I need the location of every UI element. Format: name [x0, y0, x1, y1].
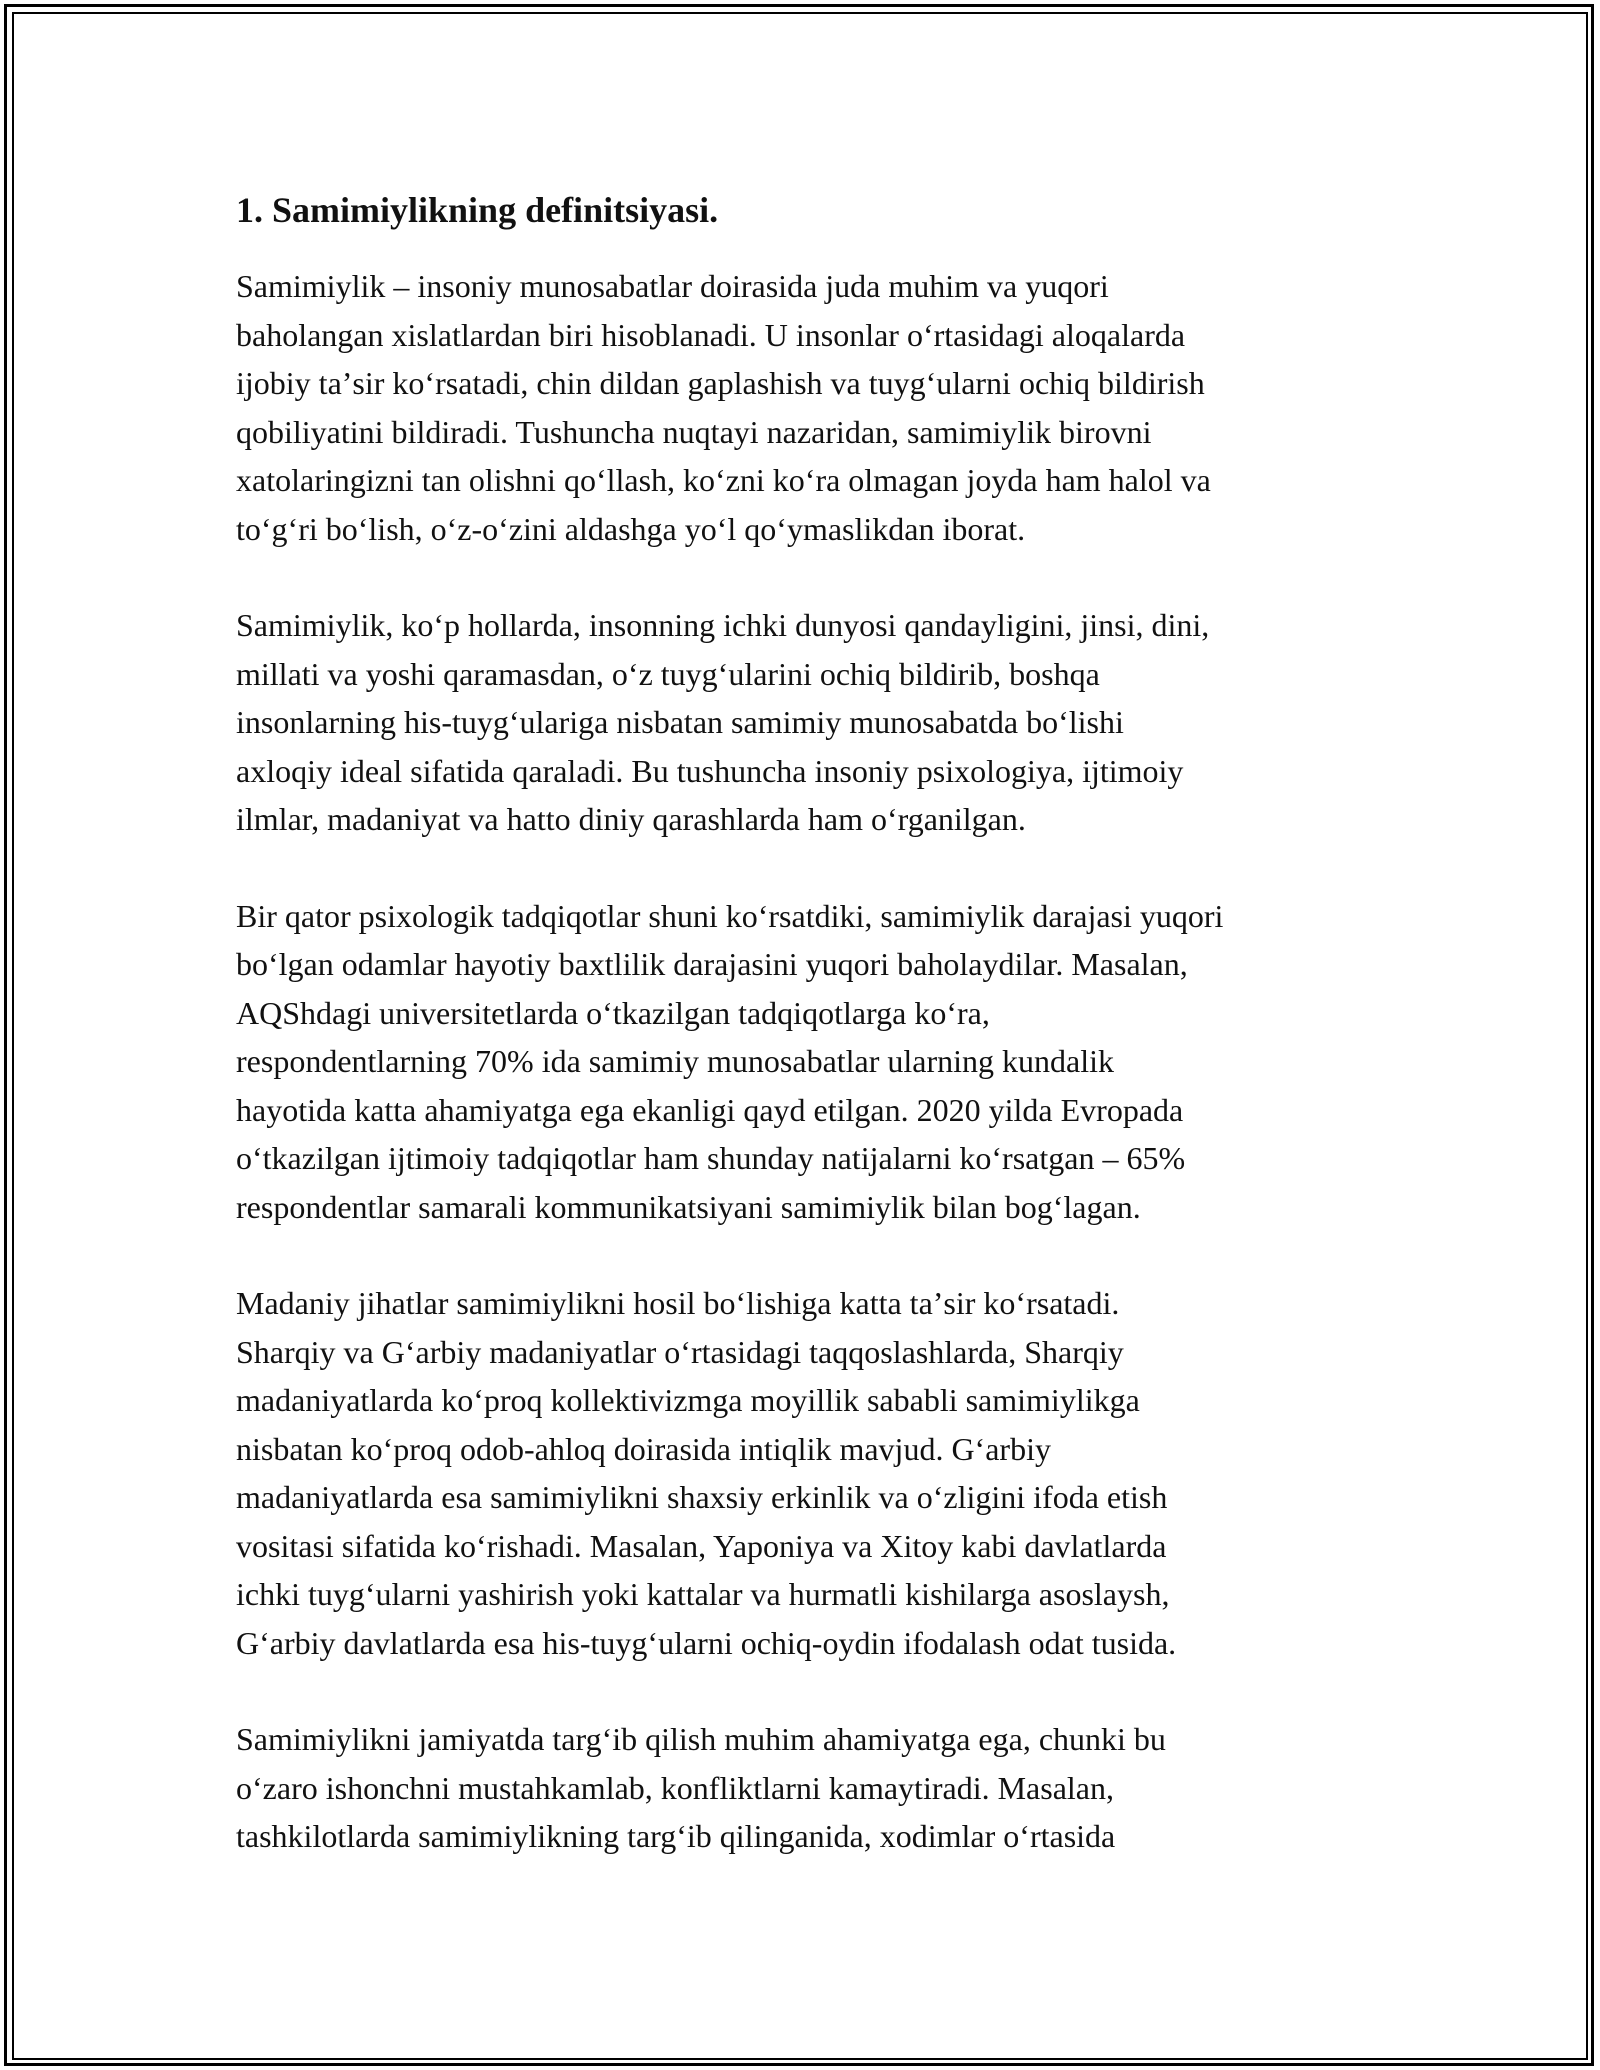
- paragraph-1: Samimiylik – insoniy munosabatlar doirasida juda muhim va yuqori baholangan xislatlardan biri hisoblanadi. U insonlar oʻrtasidagi aloqalarda ijobiy taʼsir koʻrsatadi, chin dildan gaplashish va tuygʻularni ochiq bildirish qobiliyatini bildiradi. Tushuncha nuqtayi nazaridan, samimiylik birovni xatolaringizni tan olishni qoʻllash, koʻzni koʻra olmagan joyda ham halol va toʻgʻri boʻlish, oʻz-oʻzini aldashga yoʻl qoʻymaslikdan iborat.: [236, 268, 1211, 547]
- document-body: [236, 186, 1386, 1909]
- paragraph-5: Samimiylikni jamiyatda targʻib qilish muhim ahamiyatga ega, chunki bu oʻzaro ishonchni mustahkamlab, konfliktlarni kamaytiradi. Masalan, tashkilotlarda samimiylikning targʻib qilinganida, xodimlar oʻrtasida: [236, 1721, 1166, 1854]
- paragraph-2: Samimiylik, koʻp hollarda, insonning ichki dunyosi qandayligini, jinsi, dini, millati va yoshi qaramasdan, oʻz tuygʻularini ochiq bildirib, boshqa insonlarning his-tuygʻulariga nisbatan samimiy munosabatda boʻlishi axloqiy ideal sifatida qaraladi. Bu tushuncha insoniy psixologiya, ijtimoiy ilmlar, madaniyat va hatto diniy qarashlarda ham oʻrganilgan.: [236, 607, 1210, 837]
- paragraph-3: Bir qator psixologik tadqiqotlar shuni koʻrsatdiki, samimiylik darajasi yuqori boʻlgan odamlar hayotiy baxtlilik darajasini yuqori baholaydilar. Masalan, AQShdagi universitetlarda oʻtkazilgan tadqiqotlarga koʻra, respondentlarning 70% ida samimiy munosabatlar ularning kundalik hayotida katta ahamiyatga ega ekanligi qayd etilgan. 2020 yilda Evropada oʻtkazilgan ijtimoiy tadqiqotlar ham shunday natijalarni koʻrsatgan – 65% respondentlar samarali kommunikatsiyani samimiylik bilan bogʻlagan.: [236, 897, 1224, 1225]
- section-heading: 1. Samimiylikning definitsiyasi.: [236, 190, 719, 230]
- paragraph-4: Madaniy jihatlar samimiylikni hosil boʻlishiga katta taʼsir koʻrsatadi. Sharqiy va Gʻarbiy madaniyatlar oʻrtasidagi taqqoslashlarda, Sharqiy madaniyatlarda koʻproq kollektivizmga moyillik sababli samimiylikga nisbatan koʻproq odob-ahloq doirasida intiqlik mavjud. Gʻarbiy madaniyatlarda esa samimiylikni shaxsiy erkinlik va oʻzligini ifoda etish vositasi sifatida koʻrishadi. Masalan, Yaponiya va Xitoy kabi davlatlarda ichki tuygʻularni yashirish yoki kattalar va hurmatli kishilarga asoslaysh, Gʻarbiy davlatlarda esa his-tuygʻularni ochiq-oydin ifodalash odat tusida.: [236, 1285, 1177, 1661]
